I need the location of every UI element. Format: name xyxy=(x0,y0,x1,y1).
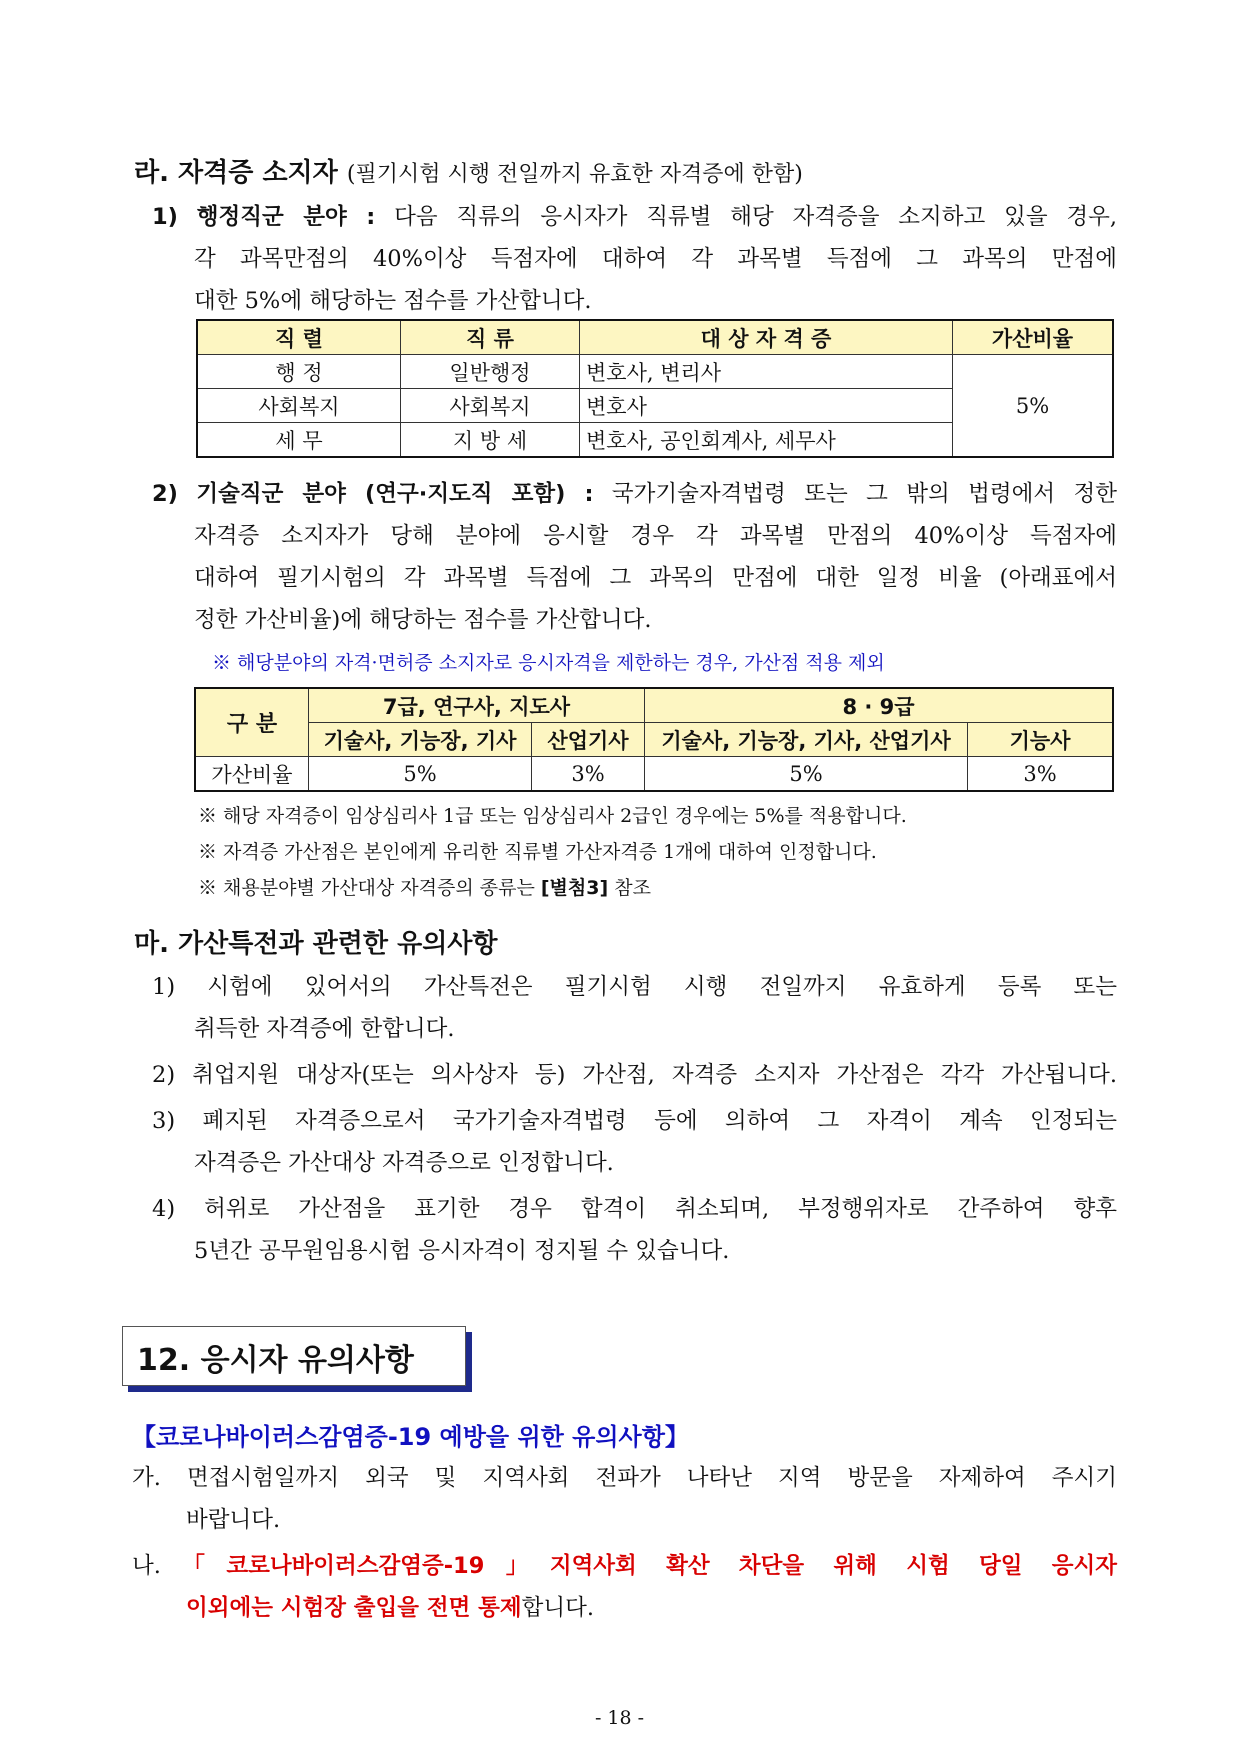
ma-item4-line2: 5년간 공무원임용시험 응시자격이 정지될 수 있습니다. xyxy=(194,1238,730,1264)
ma-item3-line1: 3) 폐지된 자격증으로서 국가기술자격법령 등에 의하여 그 자격이 계속 인정되는 xyxy=(152,1108,1117,1134)
table-row xyxy=(197,355,1113,389)
header-bonus-rate: 가산비율 xyxy=(953,320,1114,355)
item2-line1: 2) 기술직군 분야 (연구·지도직 포함) : 국가기술자격법령 또는 그 밖의 법령에서 정한 xyxy=(152,481,1118,507)
na-line1: 나.「코로나바이러스감염증-19」지역사회 확산 차단을 위해 시험 당일 응시자 xyxy=(132,1553,1117,1579)
cell-series: 사회복지 xyxy=(197,389,401,423)
cell-value: 5% xyxy=(645,757,968,792)
appendix-label: [별첨3] xyxy=(540,877,609,899)
item1-line2: 각 과목만점의 40%이상 득점자에 대하여 각 과목별 득점에 그 과목의 만점에 xyxy=(194,246,1117,272)
item1-line3: 대한 5%에 해당하는 점수를 가산합니다. xyxy=(194,288,592,314)
cell-certificates: 변호사, 공인회계사, 세무사 xyxy=(580,423,953,458)
note-psychologist: ※ 해당 자격증이 임상심리사 1급 또는 임상심리사 2급인 경우에는 5%를 적용합니다. xyxy=(198,805,907,827)
cell-value: 5% xyxy=(309,757,532,792)
row-label: 가산비율 xyxy=(195,757,309,792)
header-class: 직 류 xyxy=(401,320,580,355)
header-gubun: 구 분 xyxy=(195,688,309,757)
header-series: 직 렬 xyxy=(197,320,401,355)
cell-value: 3% xyxy=(968,757,1114,792)
ma-item4-line1: 4) 허위로 가산점을 표기한 경우 합격이 취소되며, 부정행위자로 간주하여 향후 xyxy=(152,1196,1117,1222)
cell-certificates: 변호사 xyxy=(580,389,953,423)
section-ma-title: 마. 가산특전과 관련한 유의사항 xyxy=(134,929,498,959)
table-header-row xyxy=(197,320,1113,355)
ga-line1: 가. 면접시험일까지 외국 및 지역사회 전파가 나타난 지역 방문을 자제하여 주시기 xyxy=(132,1465,1117,1491)
item2-line3: 대하여 필기시험의 각 과목별 득점에 그 과목의 만점에 대한 일정 비율 (아래표에서 xyxy=(194,565,1117,591)
note-one-certificate: ※ 자격증 가산점은 본인에게 유리한 직류별 가산자격증 1개에 대하여 인정합니다. xyxy=(198,841,877,863)
page-number: - 18 - xyxy=(594,1707,645,1729)
cell-class: 사회복지 xyxy=(401,389,580,423)
table-admin-certificates xyxy=(196,319,1114,458)
note-appendix-reference: ※ 채용분야별 가산대상 자격증의 종류는 [별첨3] 참조 xyxy=(198,877,651,899)
subheader: 기능사 xyxy=(968,723,1114,757)
subheader: 기술사, 기능장, 기사, 산업기사 xyxy=(645,723,968,757)
covid-notice-title: 【코로나바이러스감염증-19 예방을 위한 유의사항】 xyxy=(132,1423,689,1451)
subheader: 기술사, 기능장, 기사 xyxy=(309,723,532,757)
section-ra-title: 라. 자격증 소지자 (필기시험 시행 전일까지 유효한 자격증에 한함) xyxy=(134,158,803,188)
header-target-certificates: 대 상 자 격 증 xyxy=(580,320,953,355)
ma-item3-line2: 자격증은 가산대상 자격증으로 인정합니다. xyxy=(194,1150,614,1176)
na-line2: 이외에는 시험장 출입을 전면 통제합니다. xyxy=(186,1595,594,1621)
subheader: 산업기사 xyxy=(532,723,645,757)
cell-certificates: 변호사, 변리사 xyxy=(580,355,953,389)
item2-exclusion-note: ※ 해당분야의 자격·면허증 소지자로 응시자격을 제한하는 경우, 가산점 적용 제외 xyxy=(212,652,885,674)
cell-value: 3% xyxy=(532,757,645,792)
table-subheader-row xyxy=(195,723,1113,757)
item1-line1: 1) 행정직군 분야 : 다음 직류의 응시자가 직류별 해당 자격증을 소지하고 있을 경우, xyxy=(152,204,1118,230)
ma-item2-line1: 2) 취업지원 대상자(또는 의사상자 등) 가산점, 자격증 소지자 가산점은 각각 가산됩니다. xyxy=(152,1062,1117,1088)
table-technical-bonus xyxy=(194,687,1114,792)
cell-rate: 5% xyxy=(953,355,1114,458)
cell-class: 일반행정 xyxy=(401,355,580,389)
cell-series: 세 무 xyxy=(197,423,401,458)
ma-item1-line1: 1) 시험에 있어서의 가산특전은 필기시험 시행 전일까지 유효하게 등록 또는 xyxy=(152,974,1117,1000)
cell-class: 지 방 세 xyxy=(401,423,580,458)
table-header-row xyxy=(195,688,1113,723)
table-row xyxy=(195,757,1113,792)
header-group-7th: 7급, 연구사, 지도사 xyxy=(309,688,645,723)
item2-line2: 자격증 소지자가 당해 분야에 응시할 경우 각 과목별 만점의 40%이상 득점자에 xyxy=(194,523,1117,549)
section-12-heading-box xyxy=(122,1326,466,1386)
section-ra-subtitle: (필기시험 시행 전일까지 유효한 자격증에 한함) xyxy=(346,162,803,187)
item2-line4: 정한 가산비율)에 해당하는 점수를 가산합니다. xyxy=(194,607,652,633)
ga-line2: 바랍니다. xyxy=(186,1507,281,1533)
ma-item1-line2: 취득한 자격증에 한합니다. xyxy=(194,1016,455,1042)
section-12-title: 12. 응시자 유의사항 xyxy=(137,1343,414,1378)
header-group-8-9th: 8 · 9급 xyxy=(645,688,1114,723)
cell-series: 행 정 xyxy=(197,355,401,389)
